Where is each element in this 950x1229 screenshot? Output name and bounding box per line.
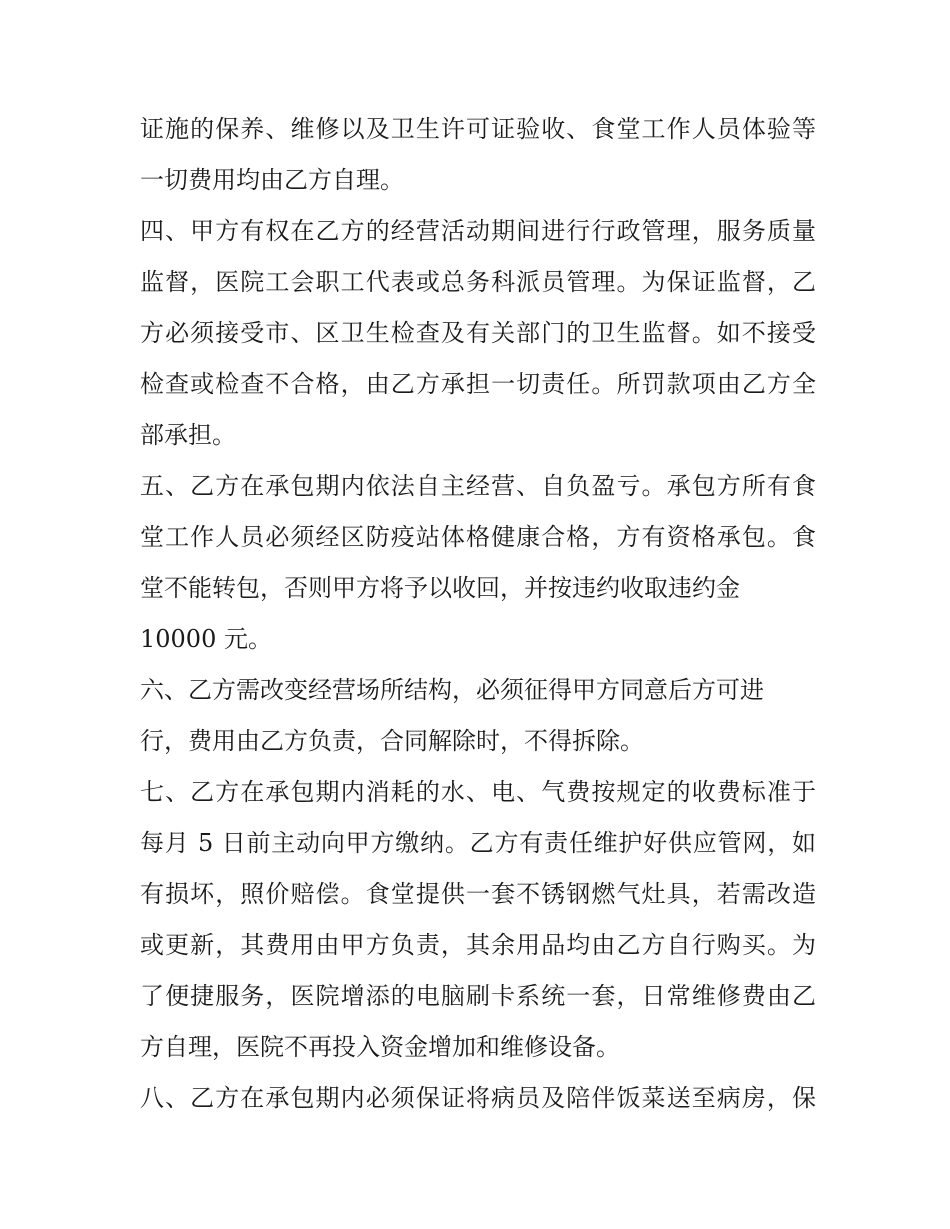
text-line: 七、乙方在承包期内消耗的水、电、气费按规定的收费标准于 bbox=[140, 778, 816, 806]
text-line: 部承担。 bbox=[140, 421, 236, 449]
text-line: 或更新，其费用由甲方负责，其余用品均由乙方自行购买。为 bbox=[140, 931, 816, 959]
text-line: 方自理，医院不再投入资金增加和维修设备。 bbox=[140, 1033, 620, 1061]
text-line: 检查或检查不合格，由乙方承担一切责任。所罚款项由乙方全 bbox=[140, 370, 816, 398]
text-line: 一切费用均由乙方自理。 bbox=[140, 166, 404, 194]
text-line: 有损坏，照价赔偿。食堂提供一套不锈钢燃气灶具，若需改造 bbox=[140, 880, 816, 908]
text-line: 行，费用由乙方负责，合同解除时，不得拆除。 bbox=[140, 727, 644, 755]
text-line: 八、乙方在承包期内必须保证将病员及陪伴饭菜送至病房，保 bbox=[140, 1084, 816, 1112]
text-line: 堂工作人员必须经区防疫站体格健康合格，方有资格承包。食 bbox=[140, 523, 816, 551]
text-line: 五、乙方在承包期内依法自主经营、自负盈亏。承包方所有食 bbox=[140, 472, 816, 500]
text-line: 堂不能转包，否则甲方将予以收回，并按违约收取违约金 bbox=[140, 574, 740, 602]
text-line: 方必须接受市、区卫生检查及有关部门的卫生监督。如不接受 bbox=[140, 319, 816, 347]
text-line: 证施的保养、维修以及卫生许可证验收、食堂工作人员体验等 bbox=[140, 115, 816, 143]
text-line: 四、甲方有权在乙方的经营活动期间进行行政管理，服务质量 bbox=[140, 217, 816, 245]
text-line: 10000 元。 bbox=[140, 625, 272, 653]
text-line: 监督，医院工会职工代表或总务科派员管理。为保证监督，乙 bbox=[140, 268, 816, 296]
text-line: 了便捷服务，医院增添的电脑刷卡系统一套，日常维修费由乙 bbox=[140, 982, 816, 1010]
text-line: 六、乙方需改变经营场所结构，必须征得甲方同意后方可进 bbox=[140, 676, 764, 704]
text-line: 每月 5 日前主动向甲方缴纳。乙方有责任维护好供应管网，如 bbox=[140, 829, 816, 857]
contract-body-text bbox=[140, 104, 816, 1124]
